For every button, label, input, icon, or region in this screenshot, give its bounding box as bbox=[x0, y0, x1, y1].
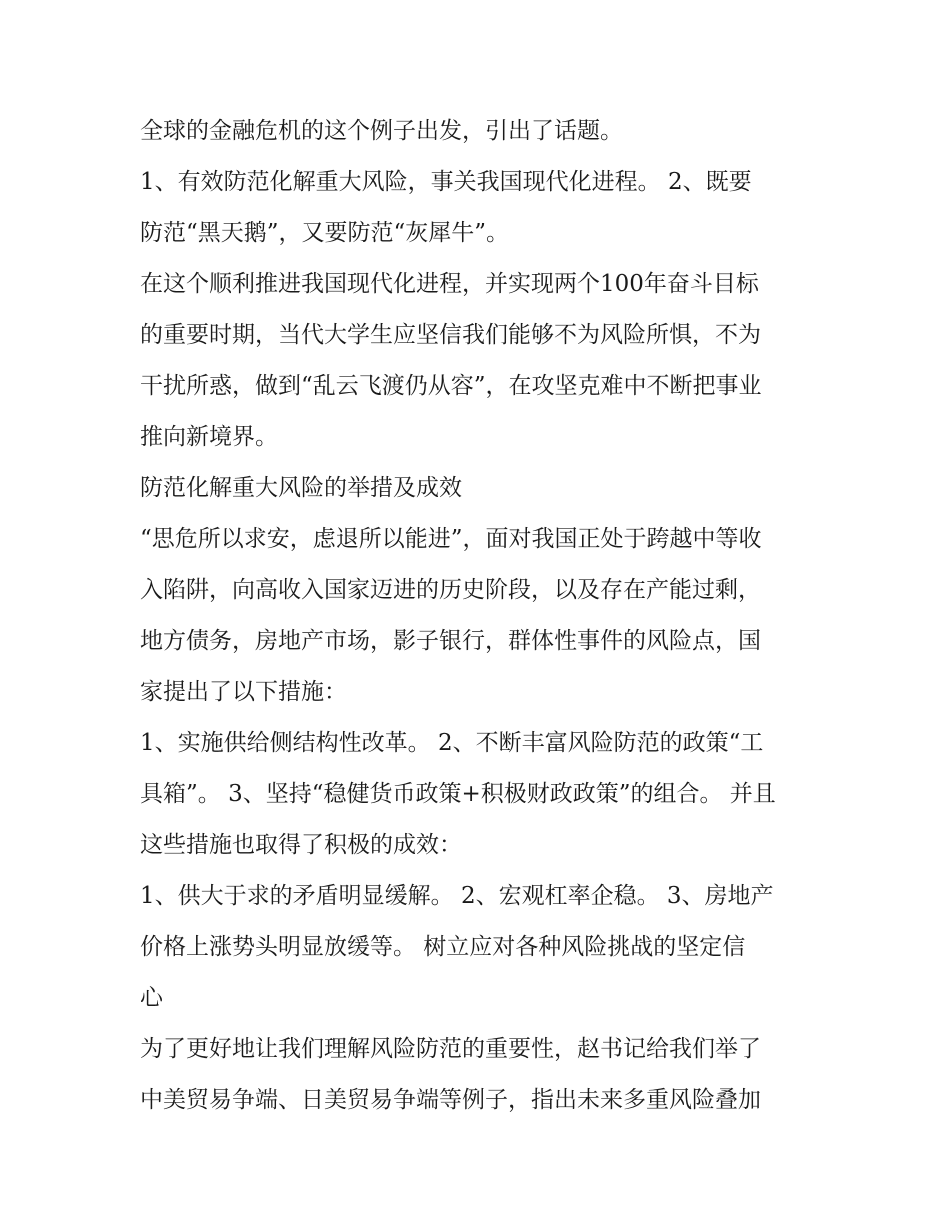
text-line: 在这个顺利推进我国现代化进程，并实现两个100年奋斗目标 bbox=[140, 271, 759, 297]
text-line: 中美贸易争端、日美贸易争端等例子，指出未来多重风险叠加 bbox=[140, 1087, 761, 1113]
text-line: 干扰所惑，做到“乱云飞渡仍从容”，在攻坚克难中不断把事业 bbox=[140, 373, 762, 399]
text-line: 推向新境界。 bbox=[140, 424, 278, 450]
text-line: 具箱”。 3、坚持“稳健货币政策+积极财政政策”的组合。 并且 bbox=[140, 781, 776, 807]
text-line: 价格上涨势头明显放缓等。 树立应对各种风险挑战的坚定信 bbox=[140, 934, 746, 960]
text-line: “思危所以求安，虑退所以能进”，面对我国正处于跨越中等收 bbox=[140, 526, 762, 552]
text-line: 全球的金融危机的这个例子出发，引出了话题。 bbox=[140, 118, 623, 144]
text-line: 这些措施也取得了积极的成效： bbox=[140, 832, 462, 858]
text-line: 的重要时期，当代大学生应坚信我们能够不为风险所惧，不为 bbox=[140, 322, 761, 348]
text-line: 心 bbox=[140, 985, 163, 1011]
text-line: 1、实施供给侧结构性改革。 2、不断丰富风险防范的政策“工 bbox=[140, 730, 764, 756]
text-line: 1、有效防范化解重大风险，事关我国现代化进程。 2、既要 bbox=[140, 169, 752, 195]
text-line: 入陷阱，向高收入国家迈进的历史阶段，以及存在产能过剩， bbox=[140, 577, 761, 603]
section-heading: 防范化解重大风险的举措及成效 bbox=[140, 475, 462, 501]
text-line: 1、供大于求的矛盾明显缓解。 2、宏观杠率企稳。 3、房地产 bbox=[140, 883, 774, 909]
text-line: 家提出了以下措施： bbox=[140, 679, 347, 705]
text-line: 防范“黑天鹅”，又要防范“灰犀牛”。 bbox=[140, 220, 510, 246]
text-line: 地方债务，房地产市场，影子银行，群体性事件的风险点，国 bbox=[140, 628, 761, 654]
document-body bbox=[140, 106, 820, 1126]
text-line: 为了更好地让我们理解风险防范的重要性，赵书记给我们举了 bbox=[140, 1036, 761, 1062]
